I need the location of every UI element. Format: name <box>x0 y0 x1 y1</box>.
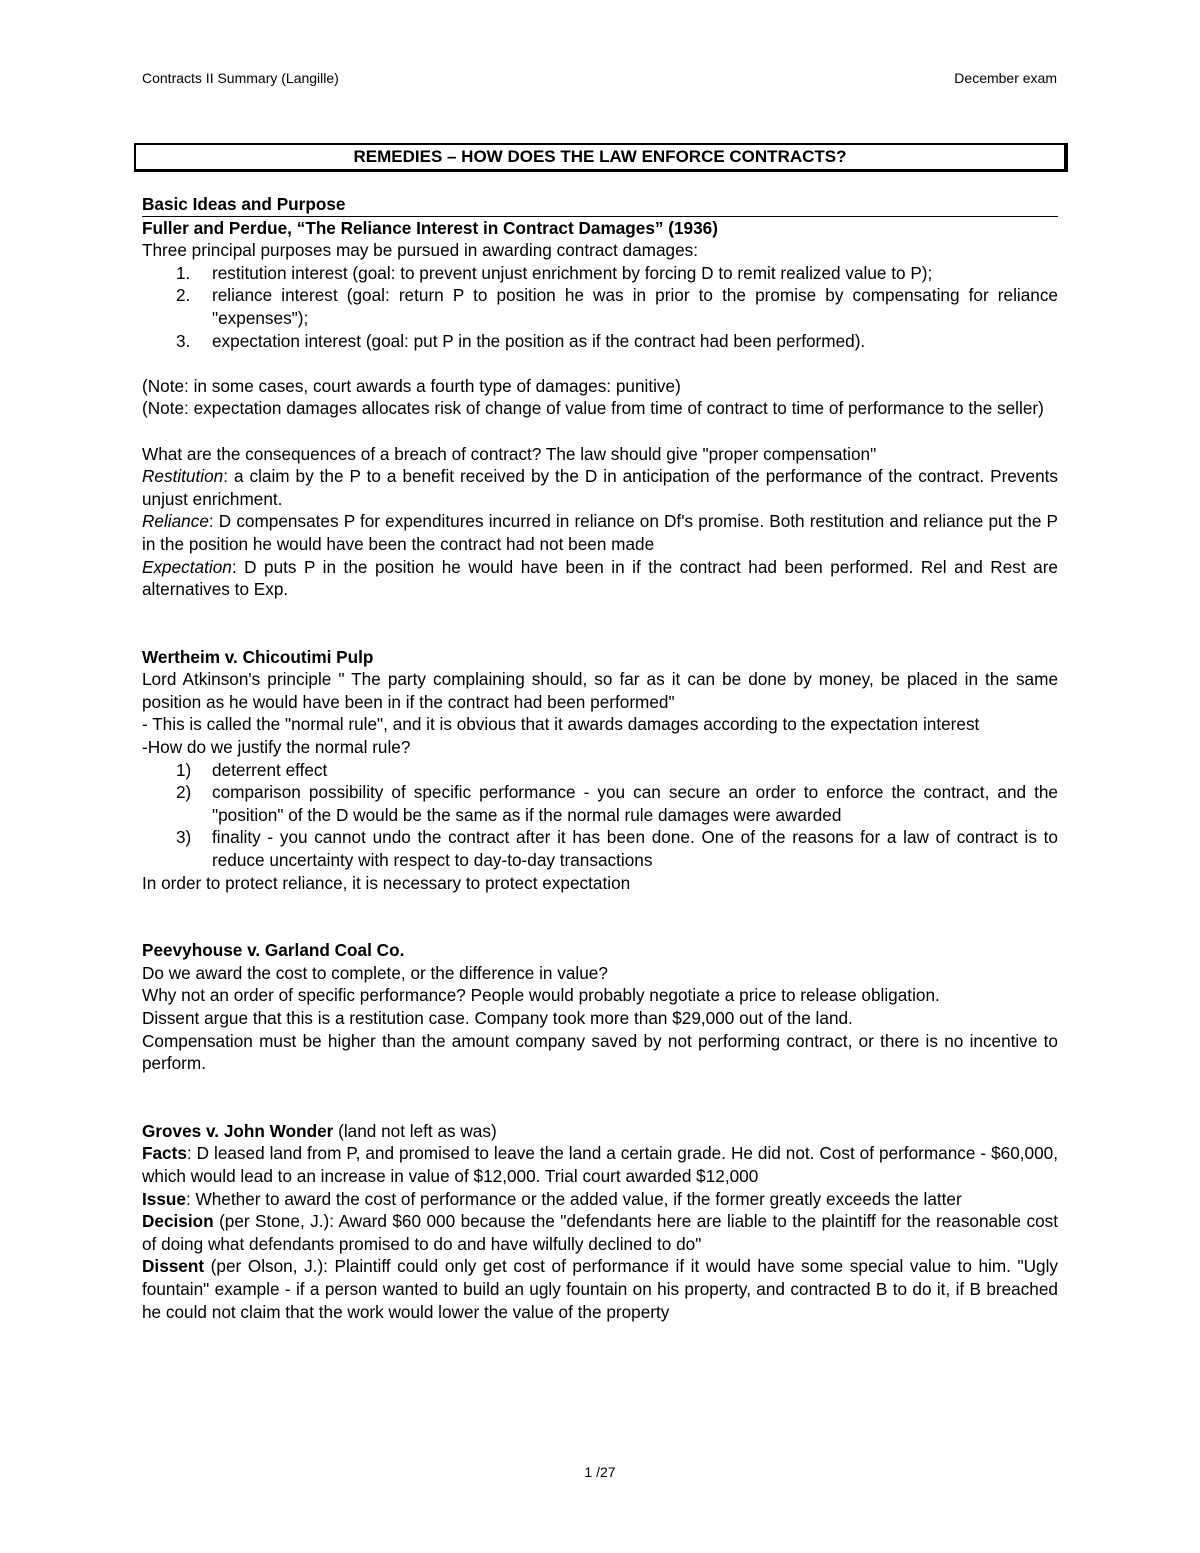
case-title-groves: Groves v. John Wonder (land not left as was) <box>142 1120 497 1141</box>
intro-text: Three principal purposes may be pursued in awarding contract damages: <box>142 240 699 261</box>
peevyhouse-p1: Do we award the cost to complete, or the difference in value? <box>142 962 608 983</box>
reasons-list <box>142 759 1058 872</box>
groves-dissent: Dissent (per Olson, J.): Plaintiff could only get cost of performance if it would have some special value to him. "Ugly fountain" example - if a person wanted to build an ugly fountain on his property, and contracted B to do it, if B breached he could not claim that the work would lower the value of the property <box>142 1256 1058 1322</box>
wertheim-p1: Lord Atkinson's principle " The party complaining should, so far as it can be done by money, be placed in the same position as he would have been in if the contract had been performed" <box>142 669 1058 712</box>
wertheim-p2: - This is called the "normal rule", and it is obvious that it awards damages according to the expectation interest <box>142 714 980 735</box>
wertheim-p3: -How do we justify the normal rule? <box>142 737 411 758</box>
groves-facts: Facts: D leased land from P, and promised to leave the land a certain grade. He did not. Cost of performance - $60,000, which would lead to an increase in value of $12,000. Trial court awarded $12,000 <box>142 1143 1058 1186</box>
reliance-def: Reliance: D compensates P for expenditures incurred in reliance on Df's promise. Both restitution and reliance put the P in the position he would have been the contract had not been made <box>142 511 1058 554</box>
case-title-wertheim: Wertheim v. Chicoutimi Pulp <box>142 646 374 667</box>
note-punitive: (Note: in some cases, court awards a fourth type of damages: punitive) <box>142 375 681 396</box>
page-title: REMEDIES – HOW DOES THE LAW ENFORCE CONTRACTS? <box>134 143 1068 172</box>
case-title-peevyhouse: Peevyhouse v. Garland Coal Co. <box>142 940 405 961</box>
peevyhouse-p4: Compensation must be higher than the amount company saved by not performing contract, or there is no incentive to perform. <box>142 1030 1058 1074</box>
header-left: Contracts II Summary (Langille) <box>142 70 339 86</box>
list-item: 3. expectation interest (goal: put P in the position as if the contract had been performed). <box>176 330 866 351</box>
section-heading: Basic Ideas and Purpose <box>142 193 1058 217</box>
restitution-def: Restitution: a claim by the P to a benefit received by the D in anticipation of the performance of the contract. Prevents unjust enrichment. <box>142 466 1058 509</box>
list-item: 1. restitution interest (goal: to prevent unjust enrichment by forcing D to remit realized value to P); <box>176 262 933 283</box>
source-title: Fuller and Perdue, “The Reliance Interest in Contract Damages” (1936) <box>142 217 718 238</box>
peevyhouse-p3: Dissent argue that this is a restitution case. Company took more than $29,000 out of the land. <box>142 1008 853 1028</box>
groves-issue: Issue: Whether to award the cost of performance or the added value, if the former greatly exceeds the latter <box>142 1188 962 1209</box>
purposes-list <box>142 262 1058 352</box>
question-text: What are the consequences of a breach of contract? The law should give "proper compensation" <box>142 443 877 464</box>
note-expectation: (Note: expectation damages allocates risk of change of value from time of contract to time of performance to the seller) <box>142 398 1044 419</box>
header-right: December exam <box>954 70 1057 86</box>
expectation-def: Expectation: D puts P in the position he would have been in if the contract had been performed. Rel and Rest are alternatives to Exp. <box>142 556 1058 600</box>
list-item: 2. reliance interest (goal: return P to position he was in prior to the promise by compensating for reliance "expenses"); <box>176 285 1058 328</box>
list-item: 2) comparison possibility of specific performance - you can secure an order to enforce the contract, and the "position" of the D would be the same as if the normal rule damages were awarded <box>176 782 1058 825</box>
document-body <box>142 193 1058 1323</box>
wertheim-p4: In order to protect reliance, it is necessary to protect expectation <box>142 872 631 893</box>
list-item: 1) deterrent effect <box>176 759 328 780</box>
groves-decision: Decision (per Stone, J.): Award $60 000 because the "defendants here are liable to the plaintiff for the reasonable cost of doing what defendants promised to do and have wilfully declined to do" <box>142 1211 1058 1254</box>
list-item: 3) finality - you cannot undo the contract after it has been done. One of the reasons for a law of contract is to reduce uncertainty with respect to day-to-day transactions <box>176 827 1058 871</box>
peevyhouse-p2: Why not an order of specific performance? People would probably negotiate a price to release obligation. <box>142 985 940 1006</box>
page-number: 1 /27 <box>584 1464 616 1480</box>
